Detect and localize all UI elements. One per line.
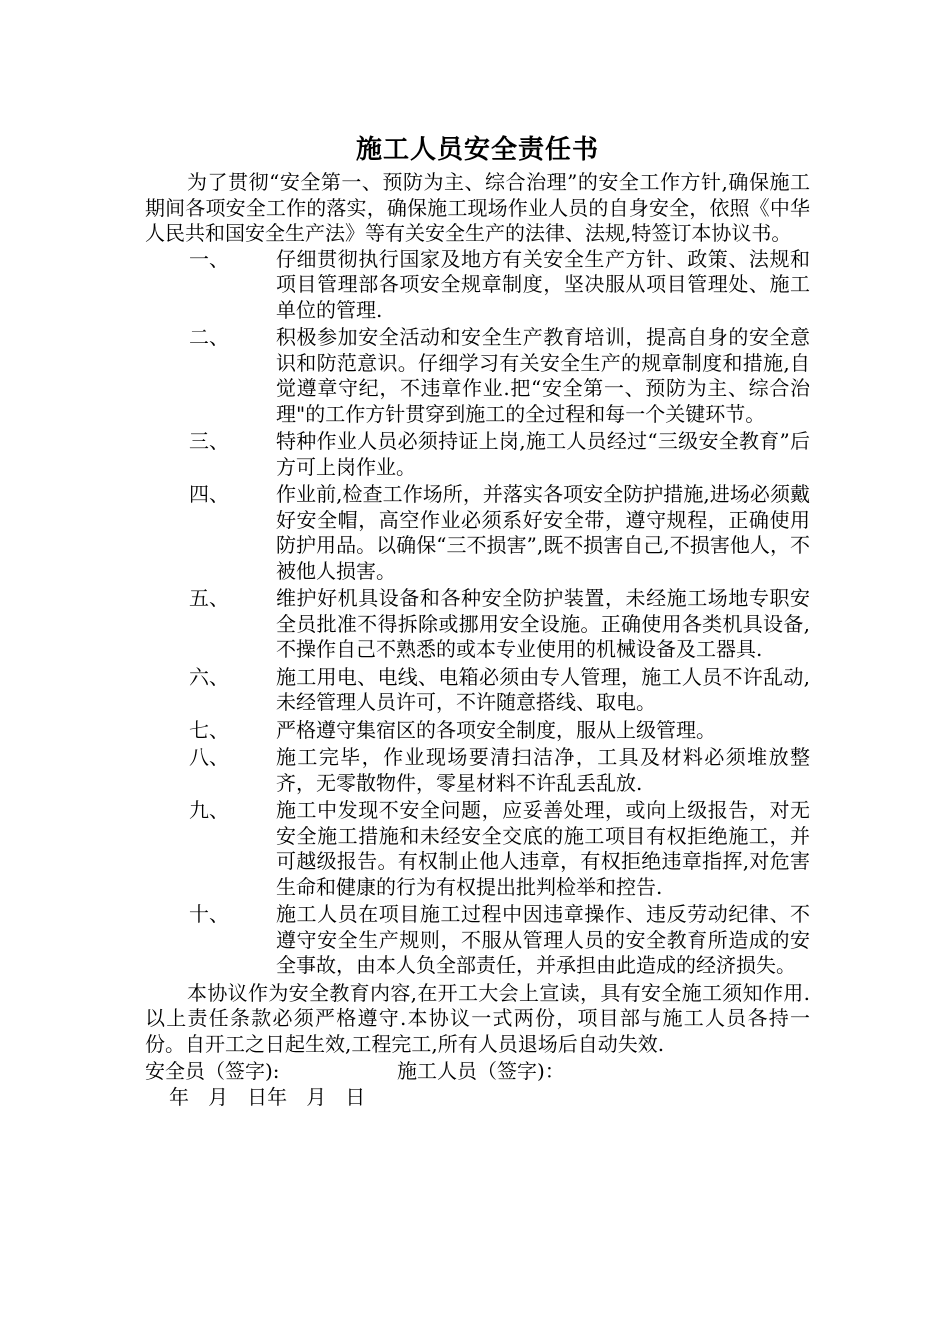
clause-text: 特种作业人员必须持证上岗,施工人员经过“三级安全教育”后方可上岗作业。 [276, 429, 810, 479]
clause-text: 严格遵守集宿区的各项安全制度，服从上级管理。 [276, 717, 716, 742]
date-line: 年 月 日年 月 日 [169, 1084, 366, 1109]
clause-number: 四、 [189, 482, 229, 506]
clause-number: 二、 [189, 325, 229, 349]
signature-row [145, 1059, 810, 1085]
clause-number: 七、 [189, 717, 229, 742]
worker-signature-label: 施工人员（签字)： [397, 1059, 565, 1083]
closing-paragraph: 本协议作为安全教育内容,在开工大会上宣读，具有安全施工须知作用.以上责任条款必须严格遵守.本协议一式两份，项目部与施工人员各持一份。自开工之日起生效,工程完工,所有人员退场后自动失效. [145, 980, 810, 1056]
clause-item [145, 429, 810, 480]
clause-number: 九、 [189, 798, 229, 822]
clause-text: 施工用电、电线、电箱必须由专人管理，施工人员不许乱动,未经管理人员许可，不许随意搭线、取电。 [276, 664, 810, 714]
clause-item [145, 247, 810, 324]
clause-item [145, 482, 810, 584]
clause-text: 作业前,检查工作场所，并落实各项安全防护措施,进场必须戴好安全帽，高空作业必须系好安全带，遵守规程，正确使用防护用品。以确保“三不损害”,既不损害自己,不损害他人，不被他人损害。 [276, 482, 810, 583]
document-title: 施工人员安全责任书 [355, 135, 599, 165]
clause-item [145, 325, 810, 427]
clause-item [145, 718, 810, 744]
clause-text: 维护好机具设备和各种安全防护装置，未经施工场地专职安全员批准不得拆除或挪用安全设施。正确使用各类机具设备,不操作自己不熟悉的或本专业使用的机械设备及工器具. [276, 586, 810, 661]
clause-text: 积极参加安全活动和安全生产教育培训，提高自身的安全意识和防范意识。仔细学习有关安全生产的规章制度和措施,自觉遵章守纪，不违章作业.把“安全第一、预防为主、综合治理"的工作方针贯穿到施工的全过程和每一个关键环节。 [276, 325, 810, 426]
clause-item [145, 665, 810, 716]
clause-item [145, 798, 810, 900]
document-page [145, 130, 810, 1110]
clause-number: 一、 [189, 246, 229, 271]
clause-item [145, 745, 810, 796]
clause-item [145, 902, 810, 979]
clause-text: 施工人员在项目施工过程中因违章操作、违反劳动纪律、不遵守安全生产规则，不服从管理人员的安全教育所造成的安全事故，由本人负全部责任，并承担由此造成的经济损失。 [276, 902, 810, 977]
clause-list [145, 247, 810, 979]
clause-text: 施工中发现不安全问题，应妥善处理，或向上级报告，对无安全施工措施和未经安全交底的施工项目有权拒绝施工，并可越级报告。有权制止他人违章，有权拒绝违章指挥,对危害生命和健康的行为有权提出批判检举和控告. [276, 798, 810, 899]
clause-number: 十、 [189, 902, 229, 926]
clause-number: 三、 [189, 429, 229, 453]
clause-item [145, 586, 810, 663]
intro-paragraph: 为了贯彻“安全第一、预防为主、综合治理”的安全工作方针,确保施工期间各项安全工作的落实，确保施工现场作业人员的自身安全，依照《中华人民共和国安全生产法》等有关安全生产的法律、法规,特签订本协议书。 [145, 170, 810, 245]
clause-text: 仔细贯彻执行国家及地方有关安全生产方针、政策、法规和项目管理部各项安全规章制度，坚决服从项目管理处、施工单位的管理. [276, 246, 810, 322]
clause-number: 八、 [189, 745, 229, 769]
clause-number: 五、 [189, 586, 229, 610]
clause-number: 六、 [189, 664, 229, 689]
safety-officer-signature-label: 安全员（签字): [145, 1059, 280, 1083]
clause-text: 施工完毕，作业现场要清扫洁净，工具及材料必须堆放整齐，无零散物件，零星材料不许乱丢乱放. [276, 745, 810, 795]
